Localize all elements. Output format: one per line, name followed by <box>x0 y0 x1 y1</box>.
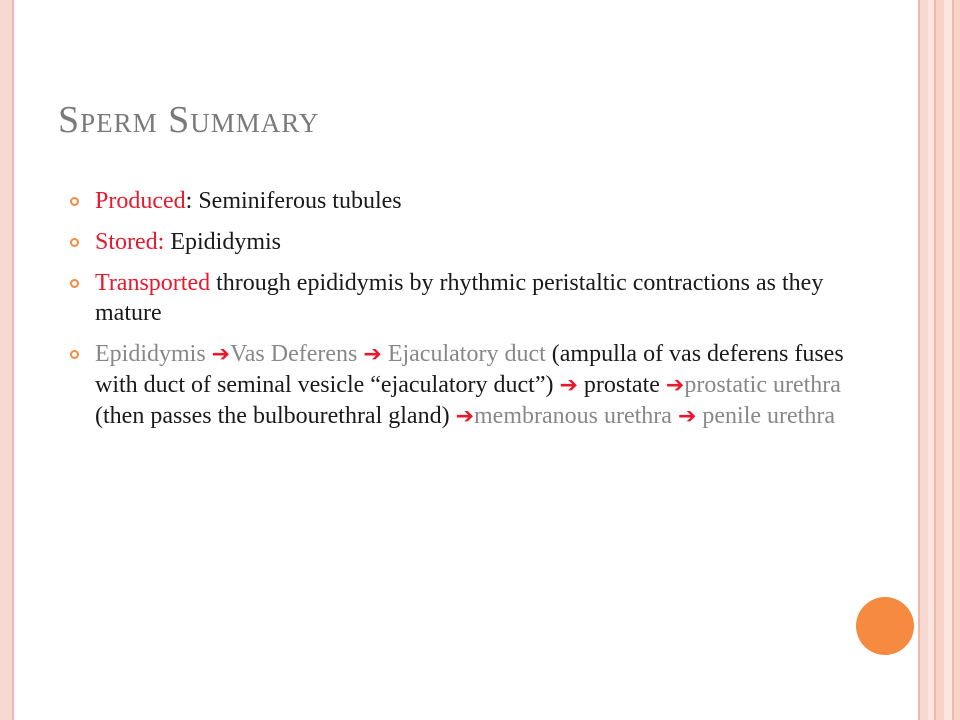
bullet-text: Seminiferous tubules <box>198 188 402 214</box>
slide-title: Sperm Summary <box>58 99 320 141</box>
bullet-text: Epididymis <box>170 229 281 255</box>
pathway-note: (then passes the bulbourethral gland) <box>95 403 456 429</box>
pathway-step: Epididymis <box>95 341 212 367</box>
bullet-icon <box>70 238 79 247</box>
right-stripe <box>918 0 928 720</box>
bullet-text: through epididymis by rhythmic peristaltic contractions as they mature <box>95 270 824 326</box>
pathway-step: penile urethra <box>696 403 835 429</box>
bullet-label: Stored: <box>95 229 165 255</box>
bullet-icon <box>70 350 79 359</box>
bullet-separator: : <box>185 188 199 214</box>
pathway-step: Vas Deferens <box>230 341 364 367</box>
pathway-note: (ampulla of vas deferens fuses with duct of seminal vesicle “ejaculatory duct”) <box>95 341 844 398</box>
arrow-icon: ➔ <box>455 404 474 429</box>
arrow-icon: ➔ <box>677 404 697 429</box>
right-stripe <box>944 0 952 720</box>
pathway-step: membranous urethra <box>474 403 678 429</box>
left-border-decoration <box>0 0 14 720</box>
bullet-item <box>70 227 860 257</box>
bullet-icon <box>70 197 79 206</box>
orange-circle-decoration <box>856 597 914 655</box>
bullet-label: Produced <box>95 188 186 214</box>
pathway-step: prostatic urethra <box>684 372 841 398</box>
bullet-list <box>70 186 860 443</box>
bullet-icon <box>70 279 79 288</box>
arrow-icon: ➔ <box>363 342 382 367</box>
arrow-icon: ➔ <box>559 373 578 398</box>
pathway-bullet <box>70 339 860 432</box>
pathway-step: Ejaculatory duct <box>381 341 546 367</box>
bullet-item <box>70 268 860 328</box>
right-stripe <box>952 0 960 720</box>
arrow-icon: ➔ <box>665 373 685 398</box>
arrow-icon: ➔ <box>211 342 231 367</box>
bullet-item <box>70 186 860 216</box>
bullet-label: Transported <box>95 270 211 296</box>
pathway-step: prostate <box>577 372 666 398</box>
